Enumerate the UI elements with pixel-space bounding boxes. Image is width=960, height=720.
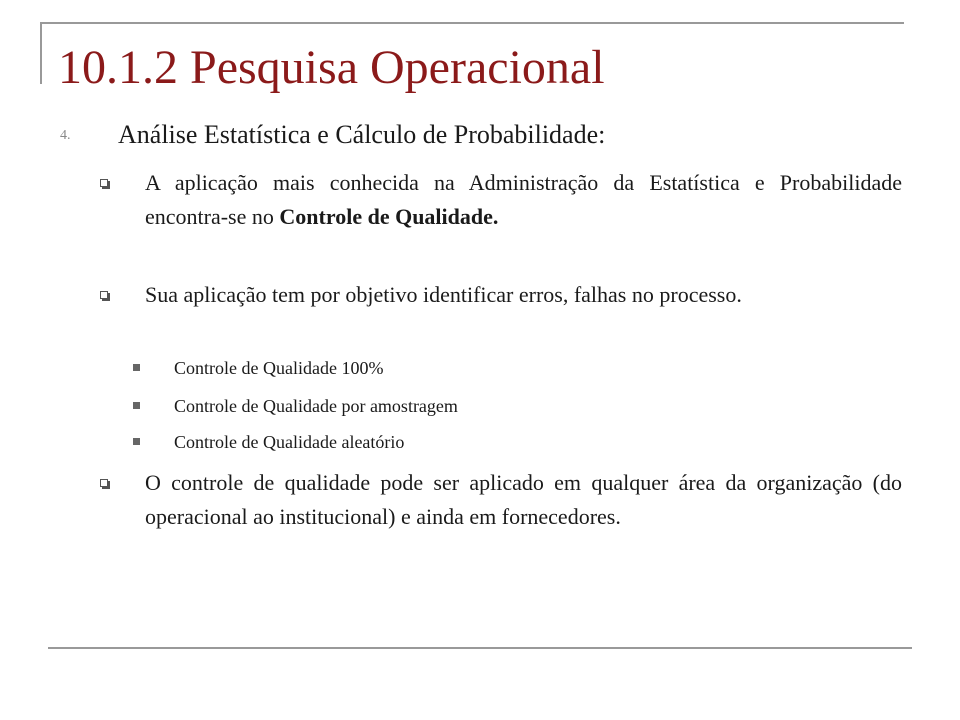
bullet-1-bold: Controle de Qualidade. <box>279 204 499 229</box>
square-bullet-icon <box>100 291 108 299</box>
bottom-divider <box>48 647 912 649</box>
bullet-1-text: A aplicação mais conhecida na Administração da Estatística e Probabilidade encontra-se no <box>145 170 902 229</box>
bullet-item-1 <box>145 166 902 234</box>
square-bullet-icon <box>100 179 108 187</box>
slide-title: 10.1.2 Pesquisa Operacional <box>58 41 605 94</box>
square-bullet-icon <box>100 479 108 487</box>
bullet-2-text: Sua aplicação tem por objetivo identificar erros, falhas no processo. <box>145 282 742 307</box>
bullet-3-text: O controle de qualidade pode ser aplicado em qualquer área da organização (do operacional ao institucional) e ainda em fornecedores. <box>145 470 902 529</box>
sub-item-text: Controle de Qualidade 100% <box>174 358 384 378</box>
filled-square-bullet-icon <box>133 402 140 409</box>
filled-square-bullet-icon <box>133 364 140 371</box>
section-heading: Análise Estatística e Cálculo de Probabilidade: <box>118 120 606 149</box>
sub-item-3 <box>174 427 874 457</box>
bullet-item-2 <box>145 278 902 312</box>
bullet-item-3 <box>145 466 902 534</box>
sub-item-1 <box>174 353 874 383</box>
sub-item-text: Controle de Qualidade por amostragem <box>174 396 458 416</box>
sub-item-2 <box>174 391 874 421</box>
section-number: 4. <box>60 128 71 143</box>
filled-square-bullet-icon <box>133 438 140 445</box>
sub-item-text: Controle de Qualidade aleatório <box>174 432 405 452</box>
